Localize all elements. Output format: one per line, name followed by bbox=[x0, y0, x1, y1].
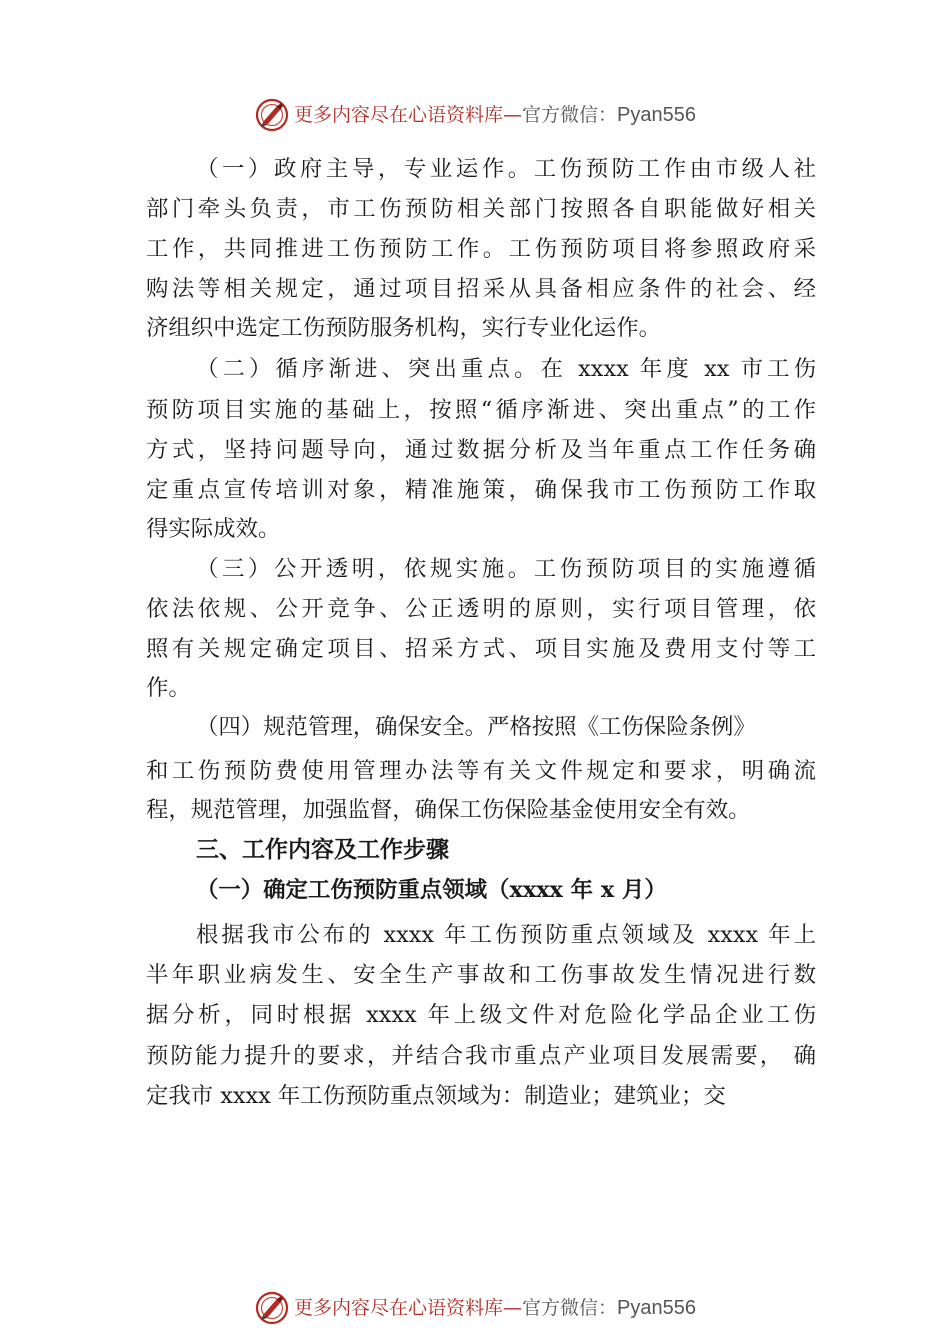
subsection-heading: （一）确定工伤预防重点领域（xxxx 年 x 月） bbox=[196, 877, 667, 903]
paragraph-line: 和工伤预防费使用管理办法等有关文件规定和要求，明确流 bbox=[146, 758, 816, 784]
banner-brand-text: 更多内容尽在心语资料库 bbox=[294, 104, 504, 126]
paragraph-line: 部门牵头负责，市工伤预防相关部门按照各自职能做好相关 bbox=[146, 196, 816, 222]
paragraph-line: 半年职业病发生、安全生产事故和工伤事故发生情况进行数 bbox=[146, 962, 816, 988]
banner-dash: — bbox=[503, 104, 523, 126]
paragraph-line: （二）循序渐进、突出重点。在 xxxx 年度 xx 市工伤 bbox=[196, 356, 816, 382]
banner-wechat-id: Pyan556 bbox=[617, 104, 696, 126]
paragraph-line: 作。 bbox=[146, 675, 191, 701]
paragraph-line: 购法等相关规定，通过项目招采从具备相应条件的社会、经 bbox=[146, 276, 816, 302]
paragraph-line: 方式，坚持问题导向，通过数据分析及当年重点工作任务确 bbox=[146, 437, 816, 463]
paragraph-line: 定我市 xxxx 年工伤预防重点领域为：制造业；建筑业；交 bbox=[146, 1083, 726, 1109]
brand-logo-icon bbox=[254, 97, 290, 133]
paragraph-line: （三）公开透明，依规实施。工伤预防项目的实施遵循 bbox=[196, 556, 816, 582]
paragraph-line: 济组织中选定工伤预防服务机构，实行专业化运作。 bbox=[146, 315, 661, 341]
paragraph-line: 得实际成效。 bbox=[146, 516, 281, 542]
paragraph-line: 根据我市公布的 xxxx 年工伤预防重点领域及 xxxx 年上 bbox=[196, 922, 816, 948]
paragraph-line: （四）规范管理，确保安全。严格按照《工伤保险条例》 bbox=[196, 714, 756, 740]
banner-brand-text: 更多内容尽在心语资料库 bbox=[294, 1297, 504, 1319]
paragraph-line: 程，规范管理，加强监督，确保工伤保险基金使用安全有效。 bbox=[146, 797, 751, 823]
paragraph-line: 据分析，同时根据 xxxx 年上级文件对危险化学品企业工伤 bbox=[146, 1002, 816, 1028]
paragraph-line: 定重点宣传培训对象，精准施策，确保我市工伤预防工作取 bbox=[146, 477, 816, 503]
paragraph-line: 工作，共同推进工伤预防工作。工伤预防项目将参照政府采 bbox=[146, 236, 816, 262]
paragraph-line: 依法依规、公开竞争、公正透明的原则，实行项目管理，依 bbox=[146, 596, 816, 622]
section-heading: 三、工作内容及工作步骤 bbox=[196, 837, 449, 863]
header-banner bbox=[0, 95, 950, 135]
banner-wechat-id: Pyan556 bbox=[617, 1297, 696, 1319]
footer-banner bbox=[0, 1288, 950, 1328]
paragraph-line: 照有关规定确定项目、招采方式、项目实施及费用支付等工 bbox=[146, 636, 816, 662]
paragraph-line: （一）政府主导，专业运作。工伤预防工作由市级人社 bbox=[196, 156, 816, 182]
paragraph-line: 预防项目实施的基础上，按照“循序渐进、突出重点”的工作 bbox=[146, 397, 816, 423]
banner-dash: — bbox=[503, 1297, 523, 1319]
banner-wechat-label: 官方微信： bbox=[522, 104, 618, 126]
paragraph-line: 预防能力提升的要求，并结合我市重点产业项目发展需要， 确 bbox=[146, 1043, 816, 1069]
banner-wechat-label: 官方微信： bbox=[522, 1297, 618, 1319]
brand-logo-icon bbox=[254, 1290, 290, 1326]
